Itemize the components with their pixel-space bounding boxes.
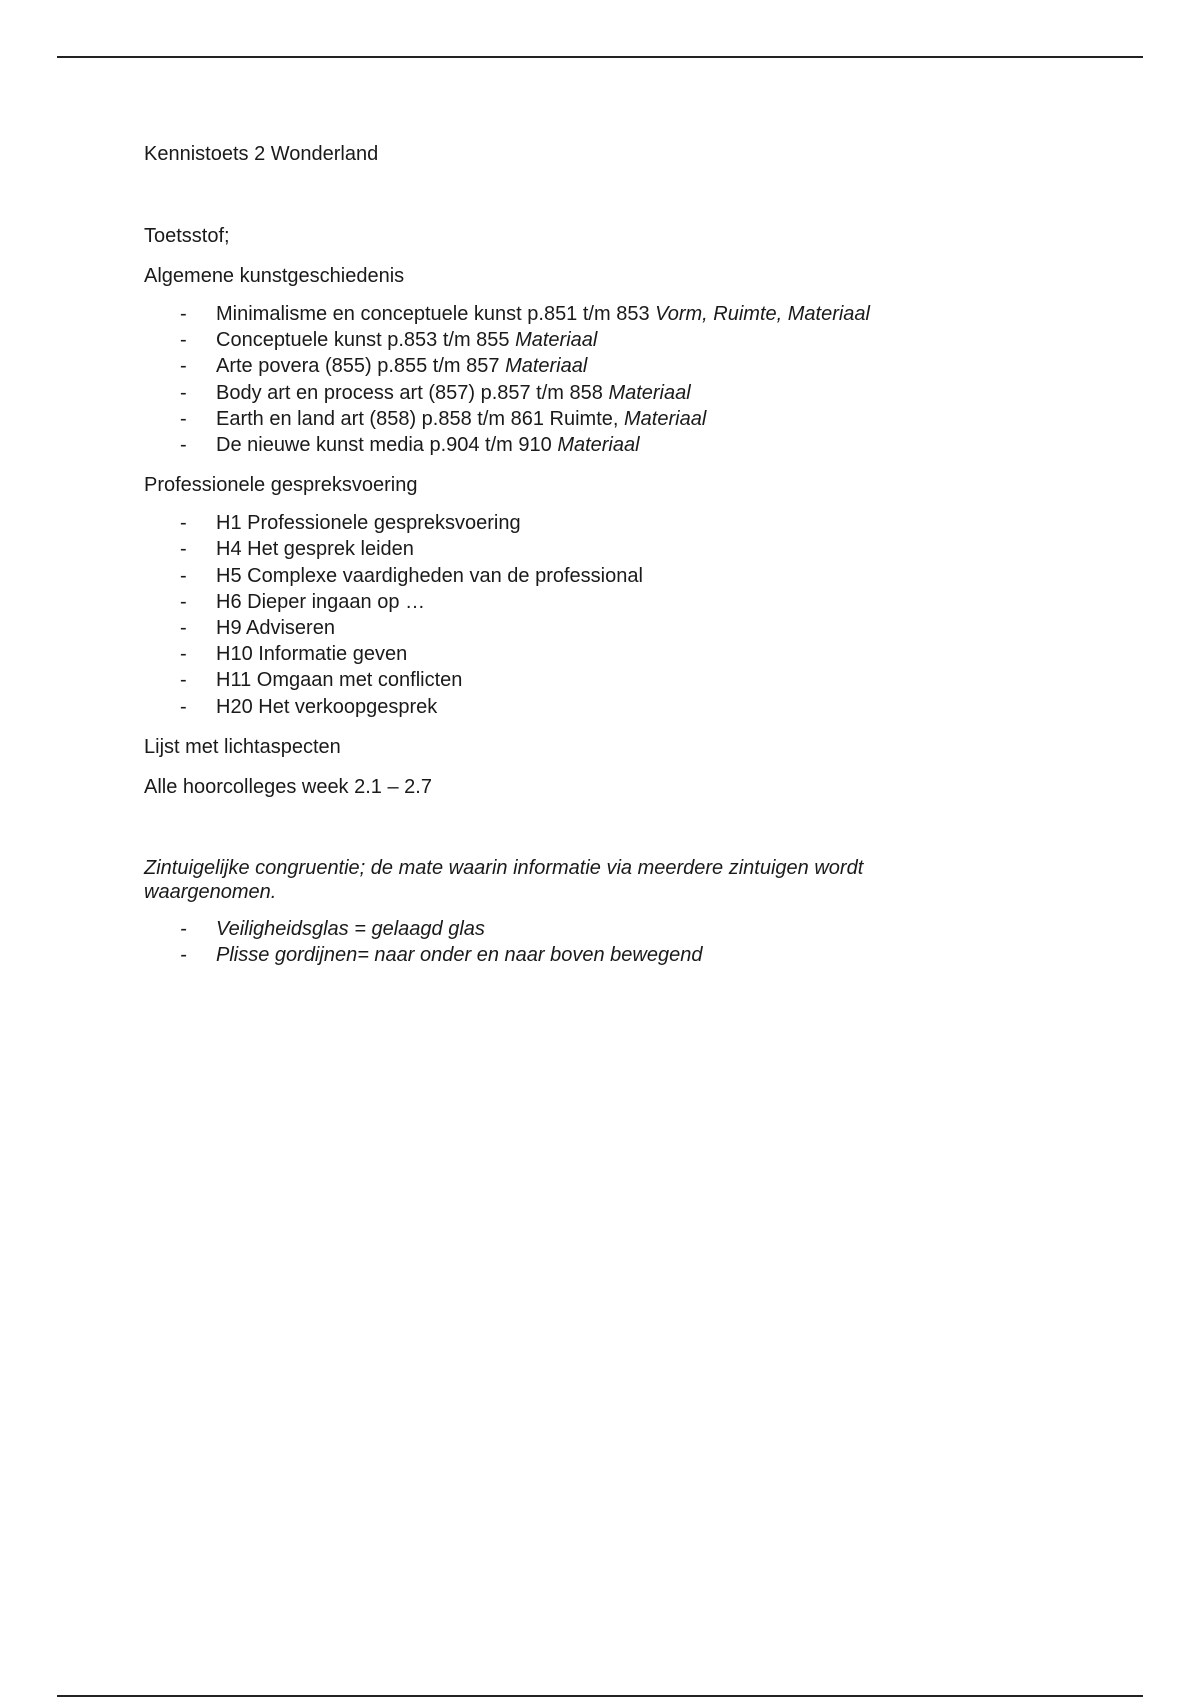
list-item (144, 380, 984, 406)
list-item-text: H10 Informatie geven (216, 643, 408, 666)
list-item (144, 641, 984, 667)
bullet-dash: - (180, 329, 187, 352)
list-item (144, 406, 984, 432)
list-item-tag: Materiaal (624, 407, 707, 430)
bullet-dash: - (180, 695, 187, 718)
bullet-dash: - (180, 355, 187, 378)
list-item-text: H9 Adviseren (216, 617, 335, 640)
bullet-dash: - (180, 944, 187, 967)
section-heading-gespreksvoering: Professionele gespreksvoering (144, 474, 418, 497)
list-item (144, 916, 984, 942)
list-item (144, 667, 984, 693)
bullet-dash: - (180, 381, 187, 404)
list-item-text: H5 Complexe vaardigheden van de professional (216, 564, 643, 587)
list-item-text: Conceptuele kunst p.853 t/m 855 (216, 329, 516, 352)
list-item (144, 615, 984, 641)
bullet-dash: - (180, 669, 187, 692)
header-rule (57, 56, 1143, 58)
list-item (144, 563, 984, 589)
lijst-lichtaspecten: Lijst met lichtaspecten (144, 735, 341, 758)
list-item-text: De nieuwe kunst media p.904 t/m 910 (216, 434, 558, 457)
list-item-text: H1 Professionele gespreksvoering (216, 512, 521, 535)
document-title: Kennistoets 2 Wonderland (144, 143, 379, 165)
list-item-text: Plisse gordijnen= naar onder en naar boven bewegend (216, 944, 703, 967)
list-item (144, 327, 984, 353)
bullet-dash: - (180, 617, 187, 640)
document-body (144, 141, 984, 982)
section-heading-kunstgeschiedenis: Algemene kunstgeschiedenis (144, 265, 405, 287)
list-item (144, 942, 984, 968)
list-item (144, 694, 984, 720)
toetsstof-label: Toetsstof; (144, 225, 230, 247)
list-item-text: H6 Dieper ingaan op … (216, 590, 426, 613)
list-item-text: H20 Het verkoopgesprek (216, 695, 438, 718)
list-item-text: Body art en process art (857) p.857 t/m 858 (216, 381, 609, 404)
list-item (144, 432, 984, 458)
list-item-text: Veiligheidsglas = gelaagd glas (216, 917, 485, 940)
list-item-text: Arte povera (855) p.855 t/m 857 (216, 355, 506, 378)
list-item-text: Earth en land art (858) p.858 t/m 861 Ruimte, (216, 407, 624, 430)
hoorcolleges-line: Alle hoorcolleges week 2.1 – 2.7 (144, 775, 432, 798)
congruentie-note: Zintuigelijke congruentie; de mate waarin informatie via meerdere zintuigen wordt waargenomen. (144, 856, 864, 903)
note-list (144, 916, 984, 968)
list-item-text: Minimalisme en conceptuele kunst p.851 t/m 853 (216, 303, 656, 325)
list-item-tag: Materiaal (608, 381, 691, 404)
bullet-dash: - (180, 643, 187, 666)
bullet-dash: - (180, 538, 187, 561)
list-item-tag: Vorm, Ruimte, Materiaal (655, 303, 870, 325)
list-item (144, 353, 984, 379)
list-item-tag: Materiaal (505, 355, 588, 378)
footer-rule (57, 1695, 1143, 1697)
list-item-tag: Materiaal (515, 329, 598, 352)
bullet-dash: - (180, 512, 187, 535)
list-item (144, 301, 984, 327)
list-item (144, 536, 984, 562)
bullet-dash: - (180, 564, 187, 587)
list-item-text: H11 Omgaan met conflicten (216, 669, 463, 692)
gespreksvoering-list (144, 510, 984, 720)
bullet-dash: - (180, 303, 187, 325)
kunstgeschiedenis-list (144, 301, 984, 458)
bullet-dash: - (180, 434, 187, 457)
list-item-tag: Materiaal (557, 434, 640, 457)
list-item (144, 589, 984, 615)
bullet-dash: - (180, 407, 187, 430)
list-item-text: H4 Het gesprek leiden (216, 538, 414, 561)
list-item (144, 510, 984, 536)
bullet-dash: - (180, 917, 187, 940)
bullet-dash: - (180, 590, 187, 613)
